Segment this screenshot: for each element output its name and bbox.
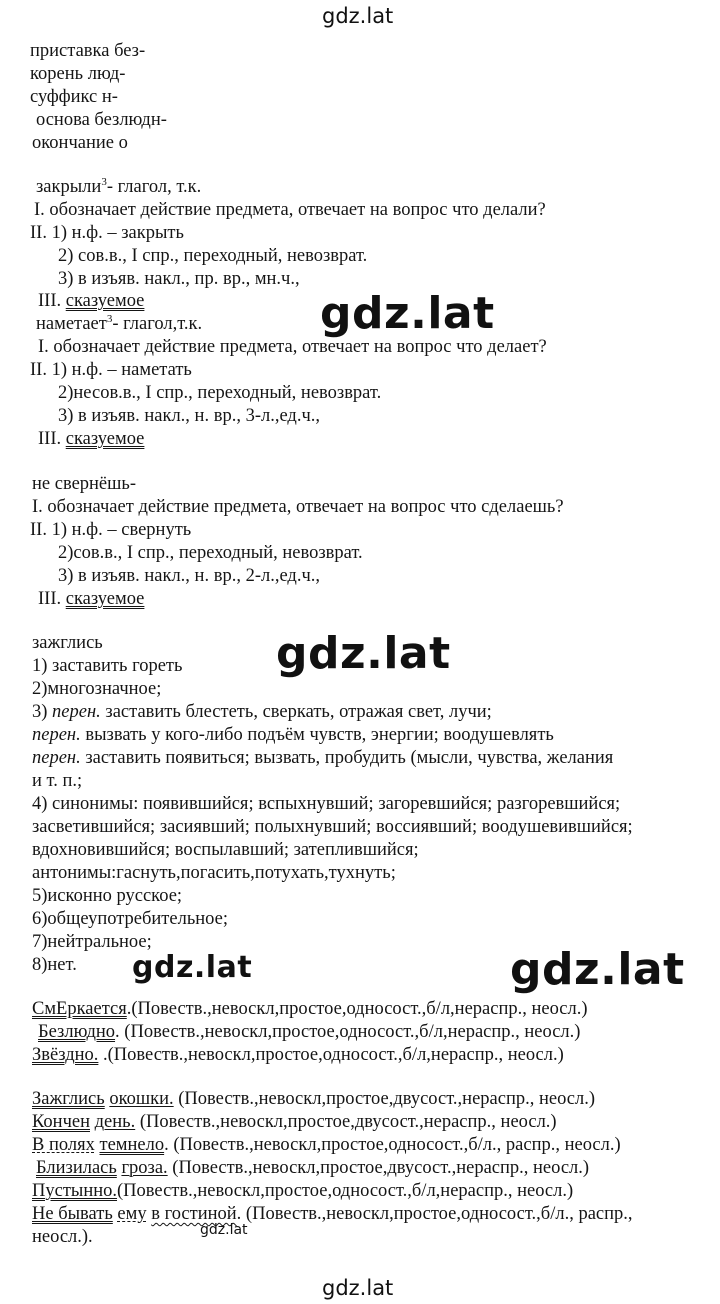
morpheme-line: суффикс н- [30,87,118,107]
lexical-line: 4) синонимы: появившийся; вспыхнувший; загоревшийся; разгоревшийся; [32,794,621,814]
lexical-line: антонимы:гаснуть,погасить,потухать,тухнуть; [32,863,396,883]
lexical-line: 1) заставить гореть [32,656,183,676]
watermark-bottom: gdz.lat [322,1276,394,1300]
verb-feature: 3) в изъяв. накл., н. вр., 3-л.,ед.ч., [58,406,321,426]
verb-feature: II. 1) н.ф. – свернуть [30,520,192,540]
verb-meaning: I. обозначает действие предмета, отвечает на вопрос что сделаешь? [32,497,564,517]
sentence-line: Пустынно.(Повеств.,невоскл,простое,односост.,б/л,нераспр., неосл.) [32,1181,574,1201]
sentence-line: Звёздно. .(Повеств.,невоскл,простое,односост.,б/л,нераспр., неосл.) [32,1045,564,1065]
watermark-mid-1: gdz.lat [320,288,495,339]
watermark-small: gdz.lat [200,1222,248,1238]
watermark-top: gdz.lat [322,4,394,28]
sentence-line: неосл.). [32,1227,93,1247]
verb-feature: 3) в изъяв. накл., пр. вр., мн.ч., [58,269,300,289]
lexical-line: и т. п.; [32,771,83,791]
watermark-mid-3: gdz.lat [132,950,253,985]
morpheme-line: окончание о [32,133,128,153]
verb-feature: 2) сов.в., I спр., переходный, невозврат. [58,246,368,266]
verb-meaning: I. обозначает действие предмета, отвечает на вопрос что делает? [38,337,547,357]
lexical-line: перен. вызвать у кого-либо подъём чувств, энергии; воодушевлять [32,725,554,745]
lexical-line: 8)нет. [32,955,77,975]
verb-feature: 2)сов.в., I спр., переходный, невозврат. [58,543,363,563]
verb-feature: II. 1) н.ф. – закрыть [30,223,184,243]
verb-feature: II. 1) н.ф. – наметать [30,360,192,380]
verb-heading: наметает$^3$- глагол,т.к. [36,313,203,334]
verb-meaning: I. обозначает действие предмета, отвечает на вопрос что делали? [34,200,546,220]
sentence-line: Не бывать ему в гостиной. (Повеств.,невоскл,простое,односост.,б/л., распр., [32,1204,633,1224]
lexical-line: 2)многозначное; [32,679,162,699]
watermark-mid-2: gdz.lat [276,628,451,679]
watermark-mid-4: gdz.lat [510,944,685,995]
verb-heading: не свернёшь- [32,474,136,494]
sentence-line: Кончен день. (Повеств.,невоскл,простое,двусост.,нераспр., неосл.) [32,1112,557,1132]
verb-feature: 2)несов.в., I спр., переходный, невозврат. [58,383,382,403]
lexical-line: перен. заставить появиться; вызвать, пробудить (мысли, чувства, желания [32,748,614,768]
morpheme-line: корень люд- [30,64,126,84]
morpheme-line: основа безлюдн- [36,110,167,130]
morpheme-line: приставка без- [30,41,146,61]
lexical-line: 3) перен. заставить блестеть, сверкать, отражая свет, лучи; [32,702,492,722]
lexical-line: 5)исконно русское; [32,886,183,906]
verb-role: III. сказуемое [38,291,145,311]
sentence-line: В полях темнело. (Повеств.,невоскл,простое,односост.,б/л., распр., неосл.) [32,1135,621,1155]
lexical-line: 6)общеупотребительное; [32,909,229,929]
lexical-line: вдохновившийся; воспылавший; затеплившийся; [32,840,419,860]
verb-role: III. сказуемое [38,589,145,609]
sentence-line: Близилась гроза. (Повеств.,невоскл,простое,двусост.,нераспр., неосл.) [36,1158,590,1178]
sentence-line: Безлюдно. (Повеств.,невоскл,простое,односост.,б/л,нераспр., неосл.) [38,1022,581,1042]
lexical-word: зажглись [32,633,103,653]
verb-role: III. сказуемое [38,429,145,449]
lexical-line: засветившийся; засиявший; полыхнувший; воссиявший; воодушевившийся; [32,817,633,837]
verb-heading: закрыли$^3$- глагол, т.к. [36,176,202,197]
sentence-line: Зажглись окошки. (Повеств.,невоскл,простое,двусост.,нераспр., неосл.) [32,1089,596,1109]
verb-feature: 3) в изъяв. накл., н. вр., 2-л.,ед.ч., [58,566,321,586]
sentence-line: СмЕркается.(Повеств.,невоскл,простое,односост.,б/л,нераспр., неосл.) [32,999,588,1019]
lexical-line: 7)нейтральное; [32,932,152,952]
